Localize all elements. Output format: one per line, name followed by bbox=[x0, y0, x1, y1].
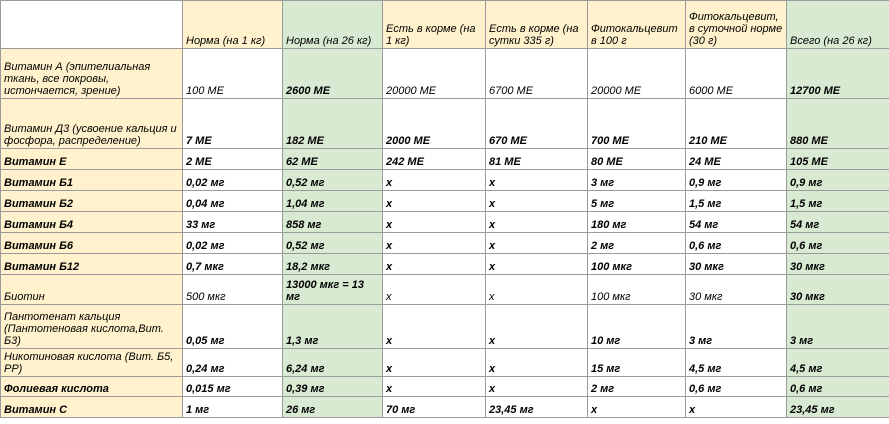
cell-feed-day: 81 МЕ bbox=[486, 149, 588, 170]
cell-phyto-100g: 15 мг bbox=[588, 349, 686, 377]
cell-phyto-100g: 20000 МЕ bbox=[588, 49, 686, 99]
cell-norm-1kg: 100 МЕ bbox=[183, 49, 283, 99]
cell-total-26kg: 3 мг bbox=[787, 305, 889, 349]
cell-vitamin-name: Витамин Б12 bbox=[1, 254, 183, 275]
cell-phyto-100g: 180 мг bbox=[588, 212, 686, 233]
cell-total-26kg: 30 мкг bbox=[787, 254, 889, 275]
cell-total-26kg: 880 МЕ bbox=[787, 99, 889, 149]
cell-norm-26kg: 0,52 мг bbox=[283, 170, 383, 191]
table-row bbox=[1, 191, 889, 212]
cell-feed-1kg: х bbox=[383, 349, 486, 377]
cell-feed-1kg: 2000 МЕ bbox=[383, 99, 486, 149]
cell-phyto-100g: 2 мг bbox=[588, 233, 686, 254]
cell-total-26kg: 0,6 мг bbox=[787, 377, 889, 397]
cell-norm-1kg: 0,02 мг bbox=[183, 170, 283, 191]
cell-phyto-100g: 100 мкг bbox=[588, 254, 686, 275]
cell-total-26kg: 12700 МЕ bbox=[787, 49, 889, 99]
header-cell-feed-1kg: Есть в корме (на 1 кг) bbox=[383, 1, 486, 49]
cell-phyto-30g: 0,6 мг bbox=[686, 233, 787, 254]
cell-norm-26kg: 62 МЕ bbox=[283, 149, 383, 170]
cell-norm-26kg: 13000 мкг = 13 мг bbox=[283, 275, 383, 305]
cell-vitamin-name: Никотиновая кислота (Вит. Б5, РР) bbox=[1, 349, 183, 377]
cell-feed-day: х bbox=[486, 191, 588, 212]
cell-norm-1kg: 1 мг bbox=[183, 397, 283, 418]
cell-phyto-30g: х bbox=[686, 397, 787, 418]
cell-vitamin-name: Витамин Б2 bbox=[1, 191, 183, 212]
header-cell-corner bbox=[1, 1, 183, 49]
cell-norm-1kg: 0,015 мг bbox=[183, 377, 283, 397]
cell-vitamin-name: Пантотенат кальция (Пантотеновая кислота,Вит. Б3) bbox=[1, 305, 183, 349]
cell-norm-1kg: 500 мкг bbox=[183, 275, 283, 305]
cell-feed-1kg: х bbox=[383, 377, 486, 397]
cell-feed-1kg: 70 мг bbox=[383, 397, 486, 418]
cell-phyto-30g: 1,5 мг bbox=[686, 191, 787, 212]
cell-phyto-30g: 6000 МЕ bbox=[686, 49, 787, 99]
cell-norm-1kg: 0,02 мг bbox=[183, 233, 283, 254]
cell-total-26kg: 0,6 мг bbox=[787, 233, 889, 254]
table-row bbox=[1, 305, 889, 349]
cell-feed-day: 6700 МЕ bbox=[486, 49, 588, 99]
table-row bbox=[1, 397, 889, 418]
cell-vitamin-name: Витамин Д3 (усвоение кальция и фосфора, распределение) bbox=[1, 99, 183, 149]
cell-feed-1kg: х bbox=[383, 305, 486, 349]
cell-vitamin-name: Витамин С bbox=[1, 397, 183, 418]
cell-norm-1kg: 7 МЕ bbox=[183, 99, 283, 149]
cell-vitamin-name: Витамин Б6 bbox=[1, 233, 183, 254]
cell-feed-day: х bbox=[486, 349, 588, 377]
header-cell-norm-26kg: Норма (на 26 кг) bbox=[283, 1, 383, 49]
cell-vitamin-name: Витамин А (эпителиальная ткань, все покровы, истончается, зрение) bbox=[1, 49, 183, 99]
cell-total-26kg: 0,9 мг bbox=[787, 170, 889, 191]
cell-feed-1kg: х bbox=[383, 275, 486, 305]
cell-norm-1kg: 0,7 мкг bbox=[183, 254, 283, 275]
cell-vitamin-name: Витамин Б1 bbox=[1, 170, 183, 191]
cell-norm-1kg: 2 МЕ bbox=[183, 149, 283, 170]
cell-vitamin-name: Фолиевая кислота bbox=[1, 377, 183, 397]
cell-phyto-30g: 24 МЕ bbox=[686, 149, 787, 170]
cell-total-26kg: 105 МЕ bbox=[787, 149, 889, 170]
table-row bbox=[1, 377, 889, 397]
cell-phyto-100g: 5 мг bbox=[588, 191, 686, 212]
cell-feed-day: х bbox=[486, 254, 588, 275]
cell-phyto-30g: 210 МЕ bbox=[686, 99, 787, 149]
cell-norm-1kg: 0,24 мг bbox=[183, 349, 283, 377]
cell-feed-day: х bbox=[486, 275, 588, 305]
cell-total-26kg: 23,45 мг bbox=[787, 397, 889, 418]
header-cell-norm-1kg: Норма (на 1 кг) bbox=[183, 1, 283, 49]
cell-feed-day: 670 МЕ bbox=[486, 99, 588, 149]
table-row bbox=[1, 275, 889, 305]
cell-phyto-30g: 0,9 мг bbox=[686, 170, 787, 191]
cell-total-26kg: 4,5 мг bbox=[787, 349, 889, 377]
cell-vitamin-name: Витамин Б4 bbox=[1, 212, 183, 233]
cell-norm-26kg: 858 мг bbox=[283, 212, 383, 233]
cell-feed-day: х bbox=[486, 377, 588, 397]
cell-phyto-30g: 3 мг bbox=[686, 305, 787, 349]
table-row bbox=[1, 233, 889, 254]
cell-phyto-30g: 4,5 мг bbox=[686, 349, 787, 377]
cell-norm-1kg: 0,04 мг bbox=[183, 191, 283, 212]
cell-feed-day: х bbox=[486, 212, 588, 233]
table-row bbox=[1, 99, 889, 149]
table-row bbox=[1, 212, 889, 233]
table-row bbox=[1, 170, 889, 191]
table-row bbox=[1, 254, 889, 275]
cell-norm-26kg: 2600 МЕ bbox=[283, 49, 383, 99]
cell-vitamin-name: Витамин Е bbox=[1, 149, 183, 170]
cell-phyto-30g: 0,6 мг bbox=[686, 377, 787, 397]
cell-phyto-100g: 3 мг bbox=[588, 170, 686, 191]
cell-feed-1kg: 20000 МЕ bbox=[383, 49, 486, 99]
cell-phyto-30g: 30 мкг bbox=[686, 275, 787, 305]
cell-norm-26kg: 18,2 мкг bbox=[283, 254, 383, 275]
header-cell-phyto-100g: Фитокальцевит в 100 г bbox=[588, 1, 686, 49]
cell-phyto-30g: 54 мг bbox=[686, 212, 787, 233]
cell-feed-day: 23,45 мг bbox=[486, 397, 588, 418]
table-row bbox=[1, 149, 889, 170]
cell-vitamin-name: Биотин bbox=[1, 275, 183, 305]
cell-feed-1kg: х bbox=[383, 170, 486, 191]
header-cell-total-26kg: Всего (на 26 кг) bbox=[787, 1, 889, 49]
cell-phyto-30g: 30 мкг bbox=[686, 254, 787, 275]
cell-feed-1kg: х bbox=[383, 212, 486, 233]
cell-norm-1kg: 33 мг bbox=[183, 212, 283, 233]
cell-total-26kg: 1,5 мг bbox=[787, 191, 889, 212]
cell-total-26kg: 30 мкг bbox=[787, 275, 889, 305]
cell-norm-26kg: 0,52 мг bbox=[283, 233, 383, 254]
cell-feed-1kg: х bbox=[383, 191, 486, 212]
cell-phyto-100g: 10 мг bbox=[588, 305, 686, 349]
cell-total-26kg: 54 мг bbox=[787, 212, 889, 233]
cell-feed-day: х bbox=[486, 233, 588, 254]
cell-phyto-100g: 80 МЕ bbox=[588, 149, 686, 170]
header-cell-phyto-30g: Фитокальцевит, в суточной норме (30 г) bbox=[686, 1, 787, 49]
cell-norm-26kg: 182 МЕ bbox=[283, 99, 383, 149]
header-cell-feed-day: Есть в корме (на сутки 335 г) bbox=[486, 1, 588, 49]
cell-phyto-100g: 100 мкг bbox=[588, 275, 686, 305]
cell-phyto-100g: х bbox=[588, 397, 686, 418]
cell-feed-day: х bbox=[486, 305, 588, 349]
cell-feed-day: х bbox=[486, 170, 588, 191]
table-row bbox=[1, 49, 889, 99]
cell-phyto-100g: 700 МЕ bbox=[588, 99, 686, 149]
cell-phyto-100g: 2 мг bbox=[588, 377, 686, 397]
cell-feed-1kg: х bbox=[383, 233, 486, 254]
cell-norm-26kg: 1,3 мг bbox=[283, 305, 383, 349]
cell-norm-26kg: 1,04 мг bbox=[283, 191, 383, 212]
table-row bbox=[1, 349, 889, 377]
cell-norm-26kg: 6,24 мг bbox=[283, 349, 383, 377]
cell-feed-1kg: х bbox=[383, 254, 486, 275]
cell-norm-1kg: 0,05 мг bbox=[183, 305, 283, 349]
header-row bbox=[1, 1, 889, 49]
cell-feed-1kg: 242 МЕ bbox=[383, 149, 486, 170]
cell-norm-26kg: 0,39 мг bbox=[283, 377, 383, 397]
cell-norm-26kg: 26 мг bbox=[283, 397, 383, 418]
